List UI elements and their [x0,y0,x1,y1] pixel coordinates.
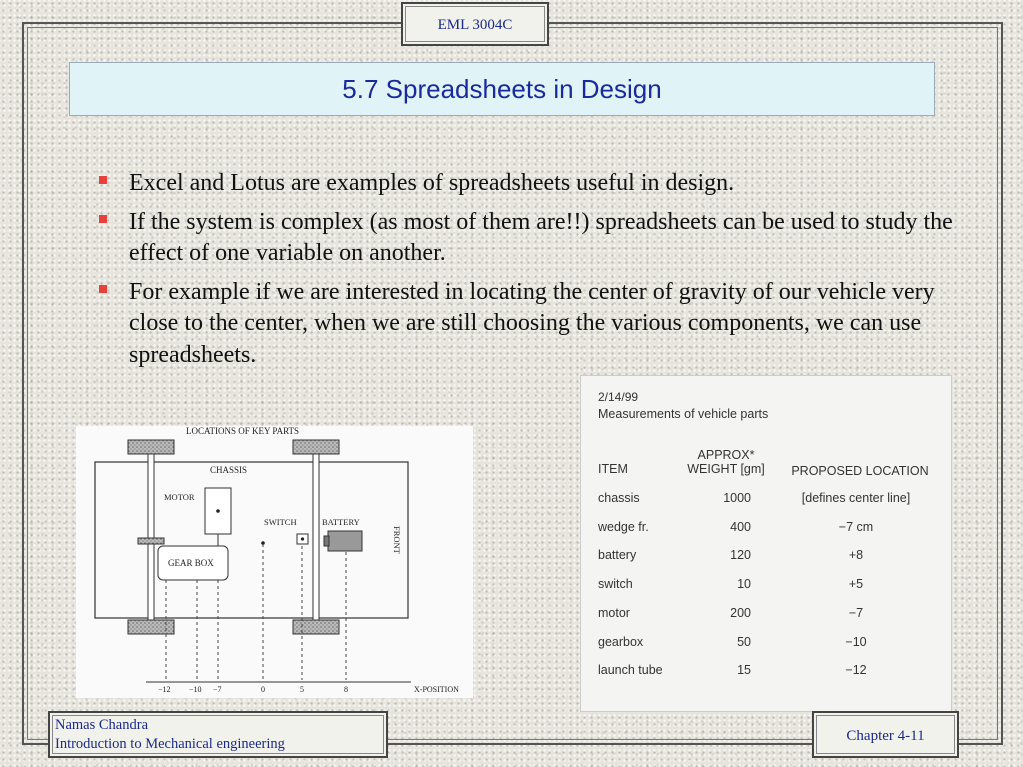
col-header-weight-line1: APPROX* [697,448,755,462]
footer-page-box [812,711,959,758]
wheel-front-bottom [293,620,339,634]
row-weight: 400 [730,520,751,534]
chassis-label: CHASSIS [210,465,248,475]
vehicle-layout-diagram [76,426,473,698]
bullet-item [96,168,956,200]
wheel-front-top [293,440,339,454]
battery-box [328,531,362,551]
row-location: +8 [848,548,864,562]
motor-label: MOTOR [164,492,195,502]
tick-label: 5 [300,685,304,694]
row-location: −7 cm [838,520,874,534]
tick-label: 0 [261,685,265,694]
measurements-table [580,375,952,712]
bullet-list [96,168,956,378]
battery-terminal [324,536,329,546]
tick-label: −7 [213,685,222,694]
row-item: chassis [598,491,640,505]
bullet-text: If the system is complex (as most of them are!!) spreadsheets can be used to study the effect of one variable on another. [129,208,953,266]
row-location: +5 [848,577,864,591]
wheel-rear-bottom [128,620,174,634]
row-item: switch [598,577,633,591]
row-weight: 15 [737,663,751,677]
gear [138,538,164,544]
row-item: battery [598,548,637,562]
row-weight: 120 [730,548,751,562]
bullet-text: Excel and Lotus are examples of spreadsheets useful in design. [129,170,735,196]
col-header-weight [671,448,781,476]
motor-cg-dot [216,509,220,513]
row-item: launch tube [598,663,663,677]
switch-label: SWITCH [264,517,297,527]
slide-title-bar [69,62,935,116]
row-weight: 200 [730,606,751,620]
bullet-text: For example if we are interested in locating the center of gravity of our vehicle very close to the center, when we are still choosing the various components, we can use spreadsheets. [129,278,935,368]
switch-dot [301,537,304,540]
row-location: [defines center line] [801,491,911,505]
center-dot [261,541,265,545]
footer-author-box [48,711,388,758]
wheel-rear-top [128,440,174,454]
col-header-weight-line2: WEIGHT [gm] [687,462,765,476]
tick-label: −10 [189,685,202,694]
x-axis-label: X-POSITION [414,685,459,694]
bullet-item [96,207,956,270]
row-location: −7 [848,606,864,620]
course-code-box [401,2,549,46]
table-date: 2/14/99 [598,390,639,404]
battery-label: BATTERY [322,517,360,527]
footer-author: Namas Chandra [55,717,149,733]
page-number: Chapter 4-11 [846,728,925,744]
slide-title: 5.7 Spreadsheets in Design [342,74,662,104]
vehicle-layout-svg [76,426,473,698]
bullet-item [96,277,956,372]
row-location: −12 [845,663,867,677]
row-weight: 10 [737,577,751,591]
row-item: motor [598,606,630,620]
front-axle [313,448,319,632]
square-bullet-icon [99,215,107,223]
row-weight: 50 [737,635,751,649]
square-bullet-icon [99,176,107,184]
course-code: EML 3004C [437,17,513,33]
gearbox-label: GEAR BOX [168,558,214,568]
row-item: gearbox [598,635,644,649]
tick-label: −12 [158,685,171,694]
table-heading: Measurements of vehicle parts [598,407,769,421]
row-item: wedge fr. [598,520,649,534]
front-label: FRONT [392,526,402,554]
row-location: −10 [845,635,867,649]
row-weight: 1000 [723,491,751,505]
square-bullet-icon [99,285,107,293]
diagram-title: LOCATIONS OF KEY PARTS [186,426,300,436]
tick-label: 8 [344,685,348,694]
col-header-location: PROPOSED LOCATION [791,464,929,478]
col-header-item: ITEM [598,462,628,476]
footer-course-name: Introduction to Mechanical engineering [55,736,285,752]
